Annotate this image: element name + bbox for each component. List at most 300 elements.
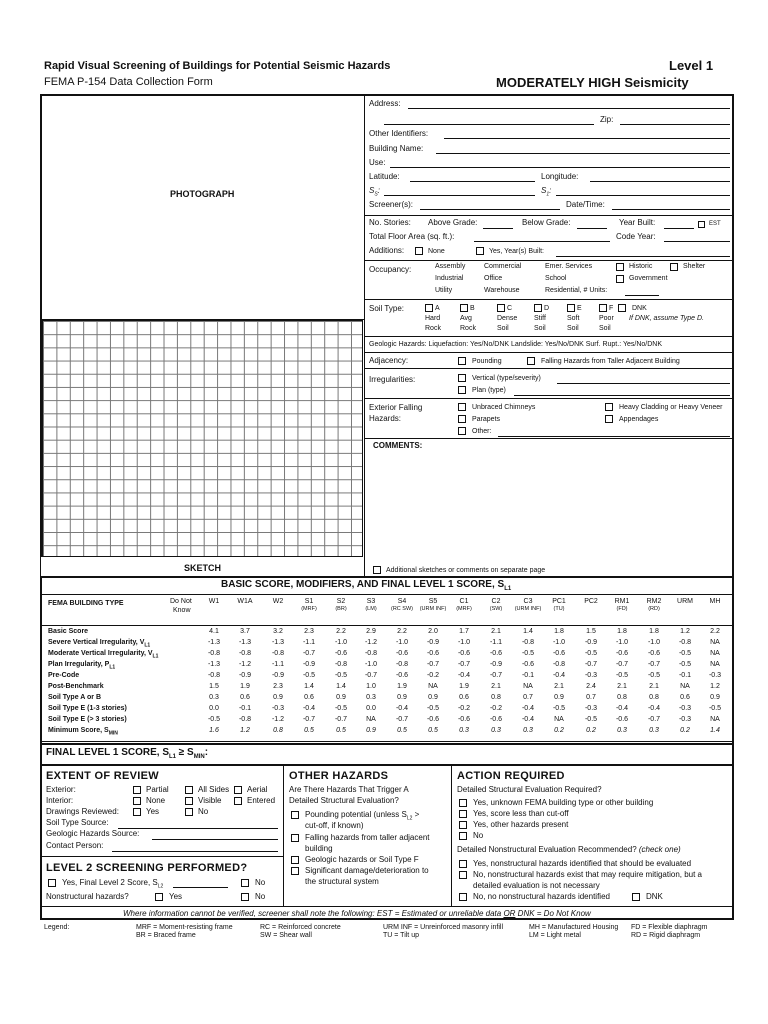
score-cell[interactable]: -0.7 xyxy=(426,661,440,668)
score-cell[interactable]: -0.7 xyxy=(647,716,661,723)
score-cell[interactable]: -0.8 xyxy=(238,716,252,723)
score-cell[interactable]: 0.9 xyxy=(273,694,283,701)
score-cell[interactable]: 3.2 xyxy=(273,628,283,635)
column-subheader: (TU) xyxy=(553,606,565,612)
additions-years-field[interactable] xyxy=(556,256,730,257)
score-cell[interactable]: 0.9 xyxy=(336,694,346,701)
level2-no-checkbox[interactable] xyxy=(241,879,249,887)
score-cell[interactable]: 0.3 xyxy=(459,727,469,734)
occupancy-office[interactable]: Office xyxy=(484,275,503,282)
score-cell[interactable]: -0.8 xyxy=(271,650,285,657)
occupancy-assembly[interactable]: Assembly xyxy=(435,263,466,270)
plan-irregularity-label: Plan (type) xyxy=(472,387,506,394)
score-cell[interactable]: -0.9 xyxy=(238,672,252,679)
pounding-checkbox[interactable] xyxy=(458,357,466,365)
score-cell[interactable]: -0.5 xyxy=(678,650,692,657)
below-grade-field[interactable] xyxy=(577,228,607,229)
soil-type-desc-1: Dense xyxy=(497,315,518,322)
score-cell[interactable]: -0.7 xyxy=(395,716,409,723)
ss-field[interactable] xyxy=(384,195,535,196)
score-cell[interactable]: -0.5 xyxy=(207,716,221,723)
vertical-irregularity-field[interactable] xyxy=(557,383,730,384)
falling-hazards-checkbox[interactable] xyxy=(527,357,535,365)
residential-units-field[interactable] xyxy=(625,295,659,296)
additions-yes-checkbox[interactable] xyxy=(476,247,484,255)
score-cell[interactable]: 0.0 xyxy=(209,705,219,712)
exterior-aerial-checkbox[interactable] xyxy=(234,786,242,794)
soil-type-e-checkbox[interactable] xyxy=(567,304,575,312)
score-cell[interactable]: 0.5 xyxy=(397,727,407,734)
score-cell[interactable]: -0.7 xyxy=(364,672,378,679)
interior-entered-checkbox[interactable] xyxy=(234,797,242,805)
score-cell[interactable]: -0.2 xyxy=(457,705,471,712)
score-cell[interactable]: -1.3 xyxy=(271,639,285,646)
structural-yes-other-checkbox[interactable] xyxy=(459,821,467,829)
score-cell[interactable]: -0.6 xyxy=(334,650,348,657)
falling-hazards-taller-label-2: building xyxy=(305,844,333,853)
score-cell[interactable]: 1.8 xyxy=(554,628,564,635)
comments-label: COMMENTS: xyxy=(373,441,423,450)
score-cell[interactable]: 0.8 xyxy=(649,694,659,701)
use-field[interactable] xyxy=(390,167,730,168)
score-cell[interactable]: -0.3 xyxy=(584,672,598,679)
score-cell[interactable]: 1.9 xyxy=(459,683,469,690)
score-cell[interactable]: 0.3 xyxy=(209,694,219,701)
score-cell[interactable]: -0.4 xyxy=(302,705,316,712)
other-hazards-question-1: Are There Hazards That Trigger A xyxy=(289,785,409,794)
score-cell[interactable]: 0.5 xyxy=(428,727,438,734)
score-cell[interactable]: NA xyxy=(428,683,438,690)
score-cell[interactable]: 2.0 xyxy=(428,628,438,635)
score-cell[interactable]: 2.3 xyxy=(304,628,314,635)
score-cell[interactable]: -0.7 xyxy=(457,661,471,668)
score-cell[interactable]: 2.1 xyxy=(491,628,501,635)
score-cell[interactable]: -0.8 xyxy=(364,650,378,657)
score-cell[interactable]: 0.9 xyxy=(428,694,438,701)
score-cell[interactable]: 1.9 xyxy=(240,683,250,690)
occupancy-industrial[interactable]: Industrial xyxy=(435,275,464,282)
score-cell[interactable]: -1.3 xyxy=(207,639,221,646)
score-cell[interactable]: -1.0 xyxy=(334,639,348,646)
score-cell[interactable]: -0.4 xyxy=(647,705,661,712)
score-cell[interactable]: 2.4 xyxy=(586,683,596,690)
nonstructural-no-label: No xyxy=(255,892,266,901)
geologic-hazards[interactable]: Geologic Hazards: Liquefaction: Yes/No/DNK Landslide: Yes/No/DNK Surf. Rupt.: Yes/No/DNK xyxy=(369,341,662,348)
score-cell[interactable]: -1.3 xyxy=(238,639,252,646)
score-cell[interactable]: -0.7 xyxy=(302,650,316,657)
score-cell[interactable]: -0.5 xyxy=(678,661,692,668)
score-cell[interactable]: NA xyxy=(554,716,564,723)
occupancy-commercial[interactable]: Commercial xyxy=(484,263,522,270)
score-cell[interactable]: 1.2 xyxy=(710,683,720,690)
interior-visible-checkbox[interactable] xyxy=(185,797,193,805)
score-cell[interactable]: -0.6 xyxy=(489,650,503,657)
government-checkbox[interactable] xyxy=(616,275,624,283)
score-cell[interactable]: -0.1 xyxy=(238,705,252,712)
score-cell[interactable]: -0.4 xyxy=(521,716,535,723)
score-cell[interactable]: -1.0 xyxy=(457,639,471,646)
score-cell[interactable]: NA xyxy=(680,683,690,690)
score-cell[interactable]: -0.5 xyxy=(584,716,598,723)
adjacency-label: Adjacency: xyxy=(369,356,409,365)
geologic-source-field[interactable] xyxy=(152,839,278,840)
score-cell[interactable]: -0.4 xyxy=(615,705,629,712)
drawings-no-checkbox[interactable] xyxy=(185,808,193,816)
column-subheader: (RC SW) xyxy=(391,606,413,612)
score-row-label: Soil Type E (> 3 stories) xyxy=(48,716,127,723)
score-cell[interactable]: -0.2 xyxy=(489,705,503,712)
soil-type-letter: E xyxy=(577,305,582,312)
score-cell[interactable]: NA xyxy=(710,650,720,657)
score-cell[interactable]: -0.3 xyxy=(271,705,285,712)
screeners-field[interactable] xyxy=(420,209,560,210)
level2-title: LEVEL 2 SCREENING PERFORMED? xyxy=(46,862,248,874)
legend-sw: SW = Shear wall xyxy=(260,932,312,939)
score-cell[interactable]: -0.6 xyxy=(489,716,503,723)
score-cell[interactable]: -0.2 xyxy=(426,672,440,679)
soil-type-desc-1: Stiff xyxy=(534,315,546,322)
soil-type-b-checkbox[interactable] xyxy=(460,304,468,312)
interior-entered-label: Entered xyxy=(247,796,276,805)
structural-yes-unknown-checkbox[interactable] xyxy=(459,799,467,807)
score-cell[interactable]: 0.3 xyxy=(491,727,501,734)
occupancy-emer-services[interactable]: Emer. Services xyxy=(545,263,593,270)
nonstructural-yes-label-2: Yes, nonstructural hazards identified that should be evaluated xyxy=(473,859,692,868)
score-cell[interactable]: 1.4 xyxy=(710,727,720,734)
score-cell[interactable]: -0.9 xyxy=(489,661,503,668)
score-cell[interactable]: -0.9 xyxy=(302,661,316,668)
nonstructural-none-label: No, no nonstructural hazards identified xyxy=(473,892,610,901)
verification-note: Where information cannot be verified, screener shall note the following: EST = Estimated or unreliable data OR DNK = Do Not Know xyxy=(123,909,591,918)
score-cell[interactable]: -0.4 xyxy=(395,705,409,712)
exterior-partial-checkbox[interactable] xyxy=(133,786,141,794)
score-cell[interactable]: NA xyxy=(523,683,533,690)
government-label: Government xyxy=(629,275,668,282)
score-cell[interactable]: 2.1 xyxy=(491,683,501,690)
score-cell[interactable]: 2.2 xyxy=(336,628,346,635)
column-subheader: (RD) xyxy=(648,606,660,612)
score-cell[interactable]: -0.6 xyxy=(395,672,409,679)
score-cell[interactable]: 1.8 xyxy=(649,628,659,635)
score-cell[interactable]: 1.7 xyxy=(459,628,469,635)
zip-field[interactable] xyxy=(620,124,730,125)
historic-checkbox[interactable] xyxy=(616,263,624,271)
code-year-field[interactable] xyxy=(664,241,730,242)
score-cell[interactable]: -1.2 xyxy=(238,661,252,668)
score-cell[interactable]: -0.1 xyxy=(678,672,692,679)
divider xyxy=(365,336,733,337)
falling-hazards-taller-label: Falling hazards from taller adjacent xyxy=(305,833,430,842)
longitude-field[interactable] xyxy=(590,181,730,182)
score-cell[interactable]: -1.0 xyxy=(395,639,409,646)
score-cell[interactable]: -0.8 xyxy=(238,650,252,657)
score-cell[interactable]: -0.7 xyxy=(615,661,629,668)
soil-type-letter: A xyxy=(435,305,440,312)
occupancy-school[interactable]: School xyxy=(545,275,567,282)
legend-tu: TU = Tilt up xyxy=(383,932,419,939)
address-field[interactable] xyxy=(408,108,730,109)
divider xyxy=(41,906,733,907)
plan-irregularity-field[interactable] xyxy=(514,395,730,396)
score-cell[interactable]: -0.5 xyxy=(521,650,535,657)
structural-yes-score-checkbox[interactable] xyxy=(459,810,467,818)
exterior-falling-label: Exterior Falling xyxy=(369,403,423,412)
drawings-yes-checkbox[interactable] xyxy=(133,808,141,816)
contact-person-field[interactable] xyxy=(112,851,278,852)
other-hazard-field[interactable] xyxy=(498,436,730,437)
score-cell[interactable]: -0.6 xyxy=(521,661,535,668)
nonstructural-dnk-checkbox[interactable] xyxy=(632,893,640,901)
soil-type-c-checkbox[interactable] xyxy=(497,304,505,312)
score-cell[interactable]: -0.9 xyxy=(426,639,440,646)
score-cell[interactable]: 1.6 xyxy=(209,727,219,734)
score-cell[interactable]: 1.2 xyxy=(240,727,250,734)
other-hazard-checkbox[interactable] xyxy=(458,427,466,435)
score-cell[interactable]: -0.5 xyxy=(302,672,316,679)
form-title: Rapid Visual Screening of Buildings for Potential Seismic Hazards xyxy=(44,60,391,72)
score-cell[interactable]: -1.1 xyxy=(271,661,285,668)
score-cell[interactable]: 0.8 xyxy=(617,694,627,701)
column-subheader: (URM INF) xyxy=(514,606,542,612)
score-cell[interactable]: -0.7 xyxy=(489,672,503,679)
vertical-irregularity-checkbox[interactable] xyxy=(458,374,466,382)
final-score-field[interactable] xyxy=(205,746,265,760)
geologic-soil-f-checkbox[interactable] xyxy=(291,856,299,864)
score-cell[interactable]: 0.2 xyxy=(586,727,596,734)
score-cell[interactable]: 2.2 xyxy=(710,628,720,635)
score-cell[interactable]: 0.6 xyxy=(680,694,690,701)
score-cell[interactable]: -0.3 xyxy=(708,672,722,679)
soil-type-f-checkbox[interactable] xyxy=(599,304,607,312)
score-cell[interactable]: NA xyxy=(710,639,720,646)
other-identifiers-field[interactable] xyxy=(444,138,730,139)
score-cell[interactable]: -0.3 xyxy=(678,716,692,723)
parapets-label: Parapets xyxy=(472,416,501,423)
divider xyxy=(365,438,733,439)
score-cell[interactable]: 2.1 xyxy=(554,683,564,690)
score-cell[interactable]: 2.2 xyxy=(397,628,407,635)
column-header-s5: S5 xyxy=(428,598,438,605)
score-cell[interactable]: -1.2 xyxy=(271,716,285,723)
score-cell[interactable]: -0.8 xyxy=(207,672,221,679)
s1-field[interactable] xyxy=(556,195,730,196)
significant-damage-checkbox[interactable] xyxy=(291,867,299,875)
score-cell[interactable]: -1.1 xyxy=(489,639,503,646)
score-cell[interactable]: -0.9 xyxy=(271,672,285,679)
legend-br: BR = Braced frame xyxy=(136,932,196,939)
score-cell[interactable]: -0.1 xyxy=(521,672,535,679)
soil-source-field[interactable] xyxy=(118,828,278,829)
appendages-checkbox[interactable] xyxy=(605,415,613,423)
soil-dnk-checkbox[interactable] xyxy=(618,304,626,312)
score-cell[interactable]: 0.5 xyxy=(304,727,314,734)
divider xyxy=(365,260,733,261)
above-grade-field[interactable] xyxy=(483,228,513,229)
nonstructural-yes-checkbox-2[interactable] xyxy=(459,860,467,868)
score-cell[interactable]: -0.5 xyxy=(708,705,722,712)
score-cell[interactable]: 0.0 xyxy=(366,705,376,712)
score-cell[interactable]: 3.7 xyxy=(240,628,250,635)
score-cell[interactable]: -0.7 xyxy=(302,716,316,723)
score-cell[interactable]: -0.4 xyxy=(521,705,535,712)
nonstructural-no-mitigation-checkbox[interactable] xyxy=(459,871,467,879)
column-subheader: (MRF) xyxy=(301,606,317,612)
score-cell[interactable]: -0.8 xyxy=(395,661,409,668)
score-cell[interactable]: 4.1 xyxy=(209,628,219,635)
legend-rd: RD = Rigid diaphragm xyxy=(631,932,701,939)
score-cell[interactable]: -0.6 xyxy=(457,650,471,657)
score-cell[interactable]: 0.9 xyxy=(397,694,407,701)
parapets-checkbox[interactable] xyxy=(458,415,466,423)
score-cell[interactable]: -0.3 xyxy=(584,705,598,712)
score-cell[interactable]: 0.3 xyxy=(649,727,659,734)
screeners-label: Screener(s): xyxy=(369,200,414,209)
structural-no-checkbox[interactable] xyxy=(459,832,467,840)
score-cell[interactable]: 0.6 xyxy=(304,694,314,701)
score-cell[interactable]: -0.5 xyxy=(647,672,661,679)
score-cell[interactable]: 2.1 xyxy=(617,683,627,690)
divider xyxy=(41,743,733,745)
exterior-all-sides-label: All Sides xyxy=(198,785,230,794)
address-field-2[interactable] xyxy=(384,124,594,125)
score-cell[interactable]: -0.6 xyxy=(426,650,440,657)
score-cell[interactable]: 1.5 xyxy=(586,628,596,635)
latitude-field[interactable] xyxy=(410,181,535,182)
score-cell[interactable]: -0.9 xyxy=(584,639,598,646)
score-cell[interactable]: 0.5 xyxy=(336,727,346,734)
plan-irregularity-checkbox[interactable] xyxy=(458,386,466,394)
score-cell[interactable]: -1.1 xyxy=(302,639,316,646)
shelter-checkbox[interactable] xyxy=(670,263,678,271)
occupancy-residential[interactable]: Residential, # Units: xyxy=(545,287,608,294)
sketch-grid[interactable] xyxy=(42,320,363,557)
occupancy-utility[interactable]: Utility xyxy=(435,287,453,294)
score-cell[interactable]: -0.5 xyxy=(426,705,440,712)
score-cell[interactable]: 1.4 xyxy=(304,683,314,690)
score-cell[interactable]: -0.5 xyxy=(584,650,598,657)
pounding-potential-checkbox[interactable] xyxy=(291,811,299,819)
score-cell[interactable]: 0.8 xyxy=(491,694,501,701)
score-cell[interactable]: -0.5 xyxy=(552,705,566,712)
score-cell[interactable]: -0.6 xyxy=(647,650,661,657)
score-cell[interactable]: -0.6 xyxy=(426,716,440,723)
score-cell[interactable]: -1.0 xyxy=(552,639,566,646)
score-cell[interactable]: 0.3 xyxy=(523,727,533,734)
score-cell[interactable]: 0.6 xyxy=(459,694,469,701)
score-cell[interactable]: 2.9 xyxy=(366,628,376,635)
score-cell[interactable]: 1.4 xyxy=(523,628,533,635)
additional-sketches-checkbox[interactable] xyxy=(373,566,381,574)
score-cell[interactable]: 2.1 xyxy=(649,683,659,690)
score-cell[interactable]: 2.3 xyxy=(273,683,283,690)
score-cell[interactable]: 1.5 xyxy=(209,683,219,690)
score-cell[interactable]: -0.6 xyxy=(615,716,629,723)
score-cell[interactable]: 0.3 xyxy=(617,727,627,734)
score-cell[interactable]: -0.6 xyxy=(552,650,566,657)
soil-type-desc-2: Rock xyxy=(460,325,476,332)
score-cell[interactable]: 0.2 xyxy=(680,727,690,734)
heavy-cladding-checkbox[interactable] xyxy=(605,403,613,411)
score-cell[interactable]: -0.7 xyxy=(584,661,598,668)
score-cell[interactable]: -0.5 xyxy=(334,672,348,679)
score-cell[interactable]: -1.0 xyxy=(615,639,629,646)
est-label: EST xyxy=(709,221,721,227)
building-name-field[interactable] xyxy=(436,153,730,154)
soil-type-a-checkbox[interactable] xyxy=(425,304,433,312)
comments-area[interactable] xyxy=(366,452,732,562)
level2-yes-checkbox[interactable] xyxy=(48,879,56,887)
score-cell[interactable]: 0.7 xyxy=(523,694,533,701)
score-cell[interactable]: 1.2 xyxy=(680,628,690,635)
score-cell[interactable]: 0.9 xyxy=(554,694,564,701)
soil-type-d-checkbox[interactable] xyxy=(534,304,542,312)
score-cell[interactable]: NA xyxy=(710,661,720,668)
score-cell[interactable]: -0.4 xyxy=(457,672,471,679)
score-cell[interactable]: 0.3 xyxy=(366,694,376,701)
falling-hazards-taller-checkbox[interactable] xyxy=(291,834,299,842)
score-cell[interactable]: 0.2 xyxy=(554,727,564,734)
score-cell[interactable]: -0.8 xyxy=(521,639,535,646)
score-cell[interactable]: -0.6 xyxy=(457,716,471,723)
level2-score-field[interactable] xyxy=(173,887,228,888)
score-cell[interactable]: 0.9 xyxy=(710,694,720,701)
score-cell[interactable]: 1.9 xyxy=(397,683,407,690)
score-cell[interactable]: -0.7 xyxy=(334,716,348,723)
unbraced-chimneys-checkbox[interactable] xyxy=(458,403,466,411)
score-cell[interactable]: 0.8 xyxy=(273,727,283,734)
floor-area-field[interactable] xyxy=(474,241,610,242)
column-header-rm2: RM2 xyxy=(646,598,662,605)
nonstructural-none-checkbox[interactable] xyxy=(459,893,467,901)
score-cell[interactable]: 0.7 xyxy=(586,694,596,701)
score-cell[interactable]: NA xyxy=(710,716,720,723)
est-checkbox[interactable] xyxy=(698,221,705,228)
score-cell[interactable]: -0.8 xyxy=(678,639,692,646)
interior-none-checkbox[interactable] xyxy=(133,797,141,805)
score-cell[interactable]: -0.8 xyxy=(207,650,221,657)
score-cell[interactable]: 0.6 xyxy=(240,694,250,701)
date-time-label: Date/Time: xyxy=(566,200,605,209)
year-built-field[interactable] xyxy=(664,228,694,229)
nonstructural-yes-checkbox[interactable] xyxy=(155,893,163,901)
score-cell[interactable]: -1.2 xyxy=(364,639,378,646)
exterior-all-sides-checkbox[interactable] xyxy=(185,786,193,794)
score-cell[interactable]: 1.8 xyxy=(617,628,627,635)
column-header-c2: C2 xyxy=(491,598,501,605)
score-cell[interactable]: -0.8 xyxy=(552,661,566,668)
score-cell[interactable]: NA xyxy=(366,716,376,723)
nonstructural-no-checkbox[interactable] xyxy=(241,893,249,901)
score-cell[interactable]: -0.7 xyxy=(647,661,661,668)
date-time-field[interactable] xyxy=(612,209,730,210)
additions-none-checkbox[interactable] xyxy=(415,247,423,255)
score-cell[interactable]: -0.5 xyxy=(615,672,629,679)
score-cell[interactable]: -1.0 xyxy=(647,639,661,646)
score-cell[interactable]: 0.9 xyxy=(366,727,376,734)
score-cell[interactable]: -0.6 xyxy=(615,650,629,657)
score-cell[interactable]: 1.4 xyxy=(336,683,346,690)
score-cell[interactable]: -0.3 xyxy=(678,705,692,712)
occupancy-warehouse[interactable]: Warehouse xyxy=(484,287,520,294)
score-cell[interactable]: -0.4 xyxy=(552,672,566,679)
score-cell[interactable]: -1.3 xyxy=(207,661,221,668)
score-cell[interactable]: -1.0 xyxy=(364,661,378,668)
score-cell[interactable]: -0.6 xyxy=(395,650,409,657)
score-cell[interactable]: -0.5 xyxy=(334,705,348,712)
score-cell[interactable]: 1.0 xyxy=(366,683,376,690)
score-cell[interactable]: -0.8 xyxy=(334,661,348,668)
do-not-know-label-1: Do Not xyxy=(170,598,192,605)
